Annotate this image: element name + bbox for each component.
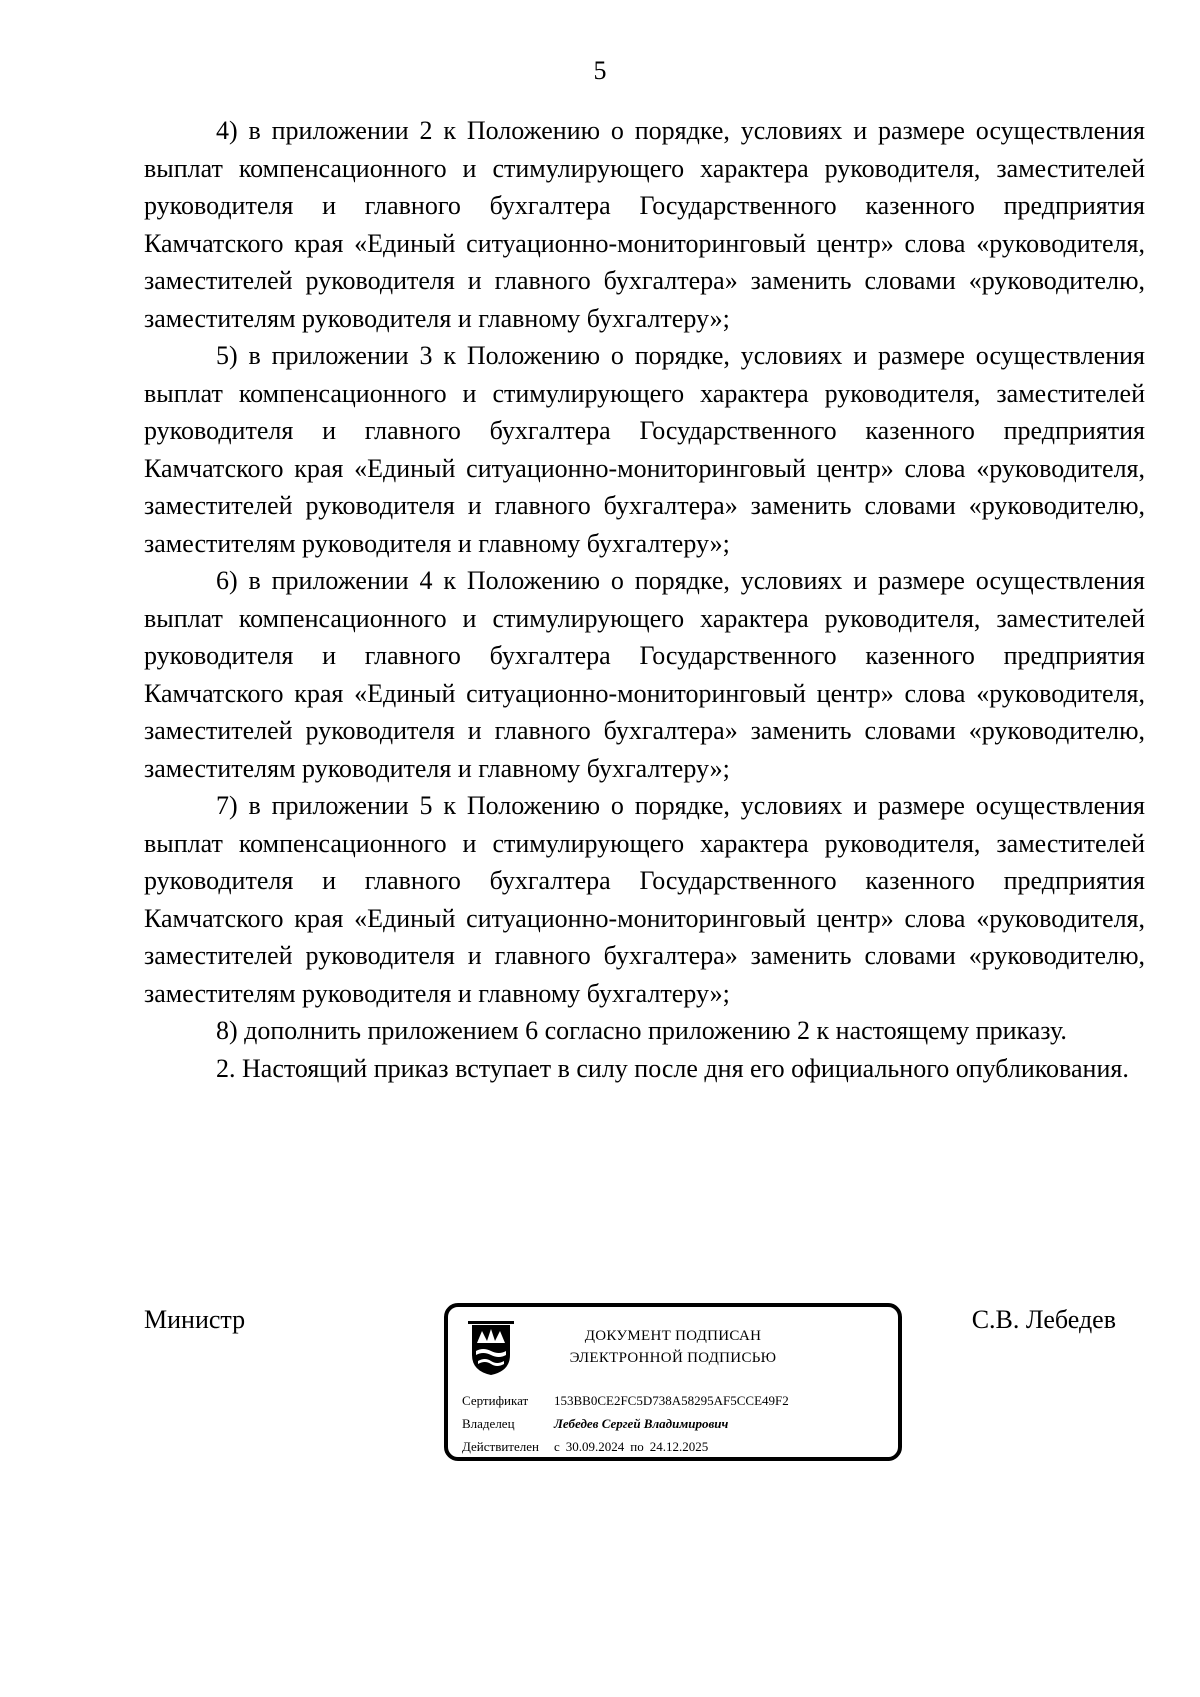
stamp-validity-row — [462, 1435, 789, 1458]
stamp-details — [462, 1389, 789, 1458]
page-number: 5 — [593, 56, 607, 85]
certificate-value: 153BB0CE2FC5D738A58295AF5CCE49F2 — [554, 1393, 789, 1408]
paragraph-item-5: 5) в приложении 3 к Положению о порядке, условиях и размере осуществления выплат компенсационного и стимулирующего характера руководителя, заместителей руководителя и главного бухгалтера Государственного казенного предприятия Камчатского края «Единый ситуационно-мониторинговый центр» слова «руководителя, заместителей руководителя и главного бухгалтера» заменить словами «руководителю, заместителям руководителя и главному бухгалтеру»; — [144, 341, 1145, 558]
owner-label: Владелец — [462, 1416, 515, 1431]
valid-to-prefix: по — [630, 1439, 644, 1454]
signer-name: С.В. Лебедев — [971, 1305, 1116, 1334]
stamp-owner-row — [462, 1412, 789, 1435]
valid-from-date: 30.09.2024 — [565, 1439, 625, 1454]
paragraph-item-7: 7) в приложении 5 к Положению о порядке, условиях и размере осуществления выплат компенсационного и стимулирующего характера руководителя, заместителей руководителя и главного бухгалтера Государственного казенного предприятия Камчатского края «Единый ситуационно-мониторинговый центр» слова «руководителя, заместителей руководителя и главного бухгалтера» заменить словами «руководителю, заместителям руководителя и главному бухгалтеру»; — [144, 791, 1145, 1008]
stamp-title-line-1: ДОКУМЕНТ ПОДПИСАН — [584, 1328, 762, 1344]
valid-from-prefix: с — [554, 1439, 560, 1454]
coat-of-arms-icon — [468, 1321, 514, 1377]
validity-label: Действителен — [462, 1439, 539, 1454]
stamp-certificate-row — [462, 1389, 789, 1412]
certificate-label: Сертификат — [462, 1393, 529, 1408]
electronic-signature-stamp — [444, 1303, 902, 1461]
stamp-title-line-2: ЭЛЕКТРОННОЙ ПОДПИСЬЮ — [569, 1350, 777, 1366]
signature-block — [0, 1305, 1200, 1475]
owner-value: Лебедев Сергей Владимирович — [554, 1416, 729, 1431]
stamp-title — [528, 1325, 818, 1369]
document-body — [144, 112, 1145, 1087]
paragraph-item-8: 8) дополнить приложением 6 согласно приложению 2 к настоящему приказу. — [216, 1016, 1067, 1045]
paragraph-item-6: 6) в приложении 4 к Положению о порядке, условиях и размере осуществления выплат компенсационного и стимулирующего характера руководителя, заместителей руководителя и главного бухгалтера Государственного казенного предприятия Камчатского края «Единый ситуационно-мониторинговый центр» слова «руководителя, заместителей руководителя и главного бухгалтера» заменить словами «руководителю, заместителям руководителя и главному бухгалтеру»; — [144, 566, 1145, 783]
valid-to-date: 24.12.2025 — [649, 1439, 709, 1454]
paragraph-clause-2: 2. Настоящий приказ вступает в силу после дня его официального опубликования. — [216, 1053, 1129, 1083]
paragraph-item-4: 4) в приложении 2 к Положению о порядке, условиях и размере осуществления выплат компенсационного и стимулирующего характера руководителя, заместителей руководителя и главного бухгалтера Государственного казенного предприятия Камчатского края «Единый ситуационно-мониторинговый центр» слова «руководителя, заместителей руководителя и главного бухгалтера» заменить словами «руководителю, заместителям руководителя и главному бухгалтеру»; — [144, 116, 1145, 333]
signer-position: Министр — [144, 1305, 246, 1334]
